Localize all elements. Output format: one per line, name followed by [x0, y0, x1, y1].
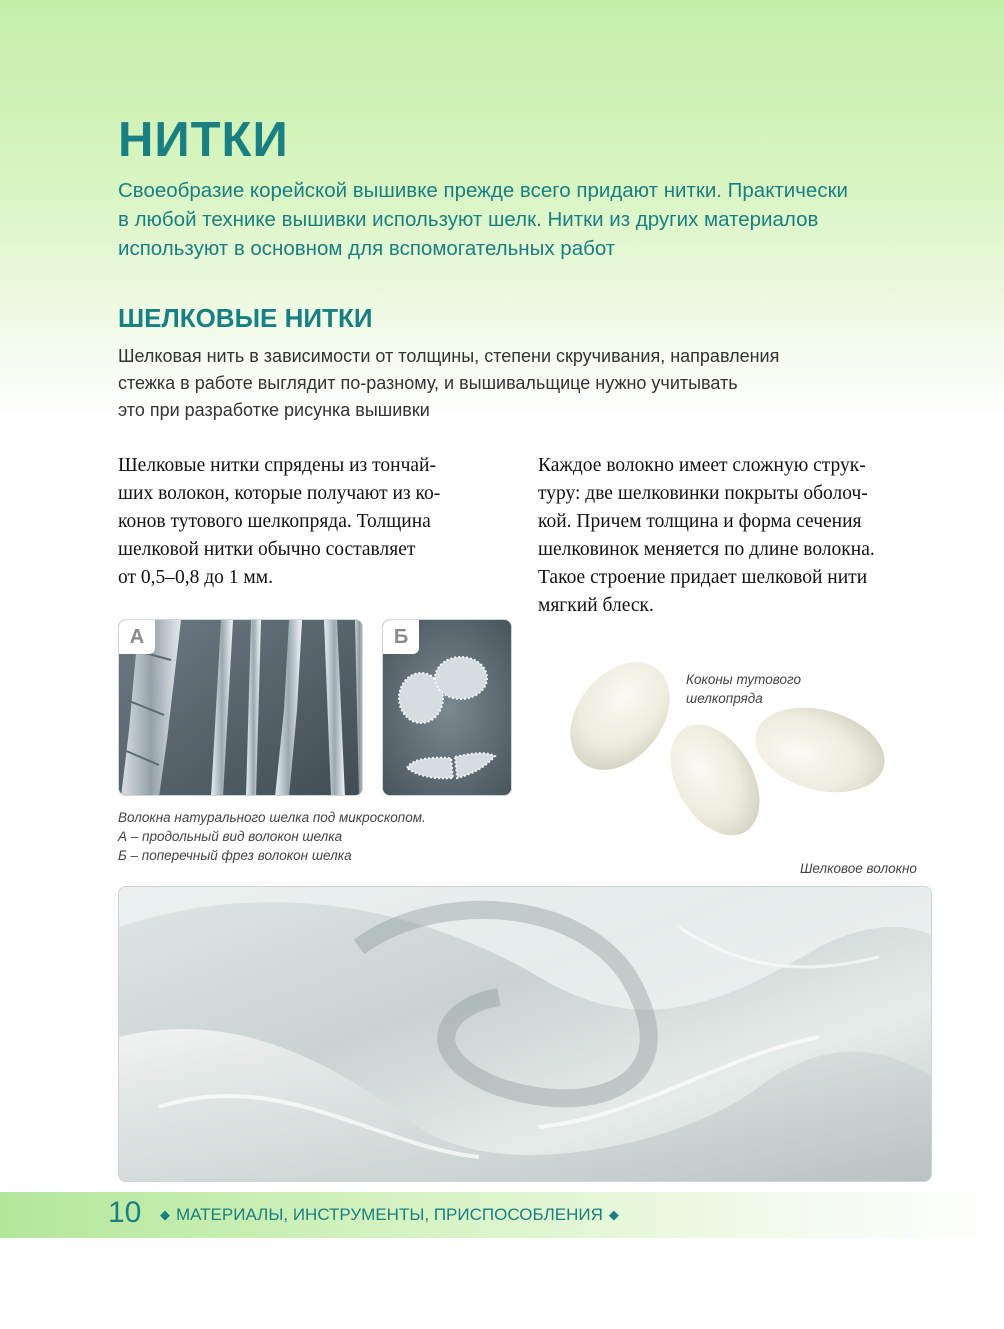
- body-column-right: Каждое волокно имеет сложную струк- туру: две шелковинки покрыты оболоч- кой. Причем толщина и форма сечения шелковинок меняется по длине волокна. Такое строение придает шелковой нити мягкий блеск.: [538, 455, 875, 616]
- microscope-photo-cross-section: [382, 619, 512, 796]
- photo-label-a: А: [119, 620, 155, 654]
- microscope-photo-longitudinal: [118, 619, 363, 796]
- running-footer: [160, 1205, 619, 1225]
- diamond-icon: ◆: [608, 1207, 619, 1222]
- body-column-left: Шелковые нитки спрядены из тончай- ших волокон, которые получают из ко- конов тутового шелкопряда. Толщина шелковой нитки обычно составляет от 0,5–0,8 до 1 мм.: [118, 455, 441, 588]
- section-title: ШЕЛКОВЫЕ НИТКИ: [118, 303, 373, 333]
- silk-fiber-caption: Шелковое волокно: [800, 861, 917, 876]
- section-intro: Шелковая нить в зависимости от толщины, степени скручивания, направления стежка в работе выглядит по-разному, и вышивальщице нужно учитывать это при разработке рисунка вышивки: [118, 346, 780, 420]
- microscope-caption: Волокна натурального шелка под микроскопом. А – продольный вид волокон шелка Б – поперечный фрез волокон шелка: [118, 810, 426, 863]
- diamond-icon: ◆: [160, 1207, 170, 1222]
- silk-fiber-image: [119, 887, 932, 1182]
- silk-fiber-photo: [118, 886, 932, 1182]
- photo-label-b: Б: [383, 620, 419, 654]
- cocoon-caption: Коконы тутового шелкопряда: [686, 672, 802, 706]
- lead-paragraph: Своеобразие корейской вышивке прежде всего придают нитки. Практически в любой технике вышивки используют шелк. Нитки из других материалов используют в основном для вспомогательных работ: [118, 179, 848, 260]
- page-number: 10: [108, 1196, 142, 1229]
- footer-section-name: МАТЕРИАЛЫ, ИНСТРУМЕНТЫ, ПРИСПОСОБЛЕНИЯ: [176, 1205, 603, 1224]
- longitudinal-fibers-image: [119, 620, 363, 796]
- page-title: НИТКИ: [118, 113, 289, 167]
